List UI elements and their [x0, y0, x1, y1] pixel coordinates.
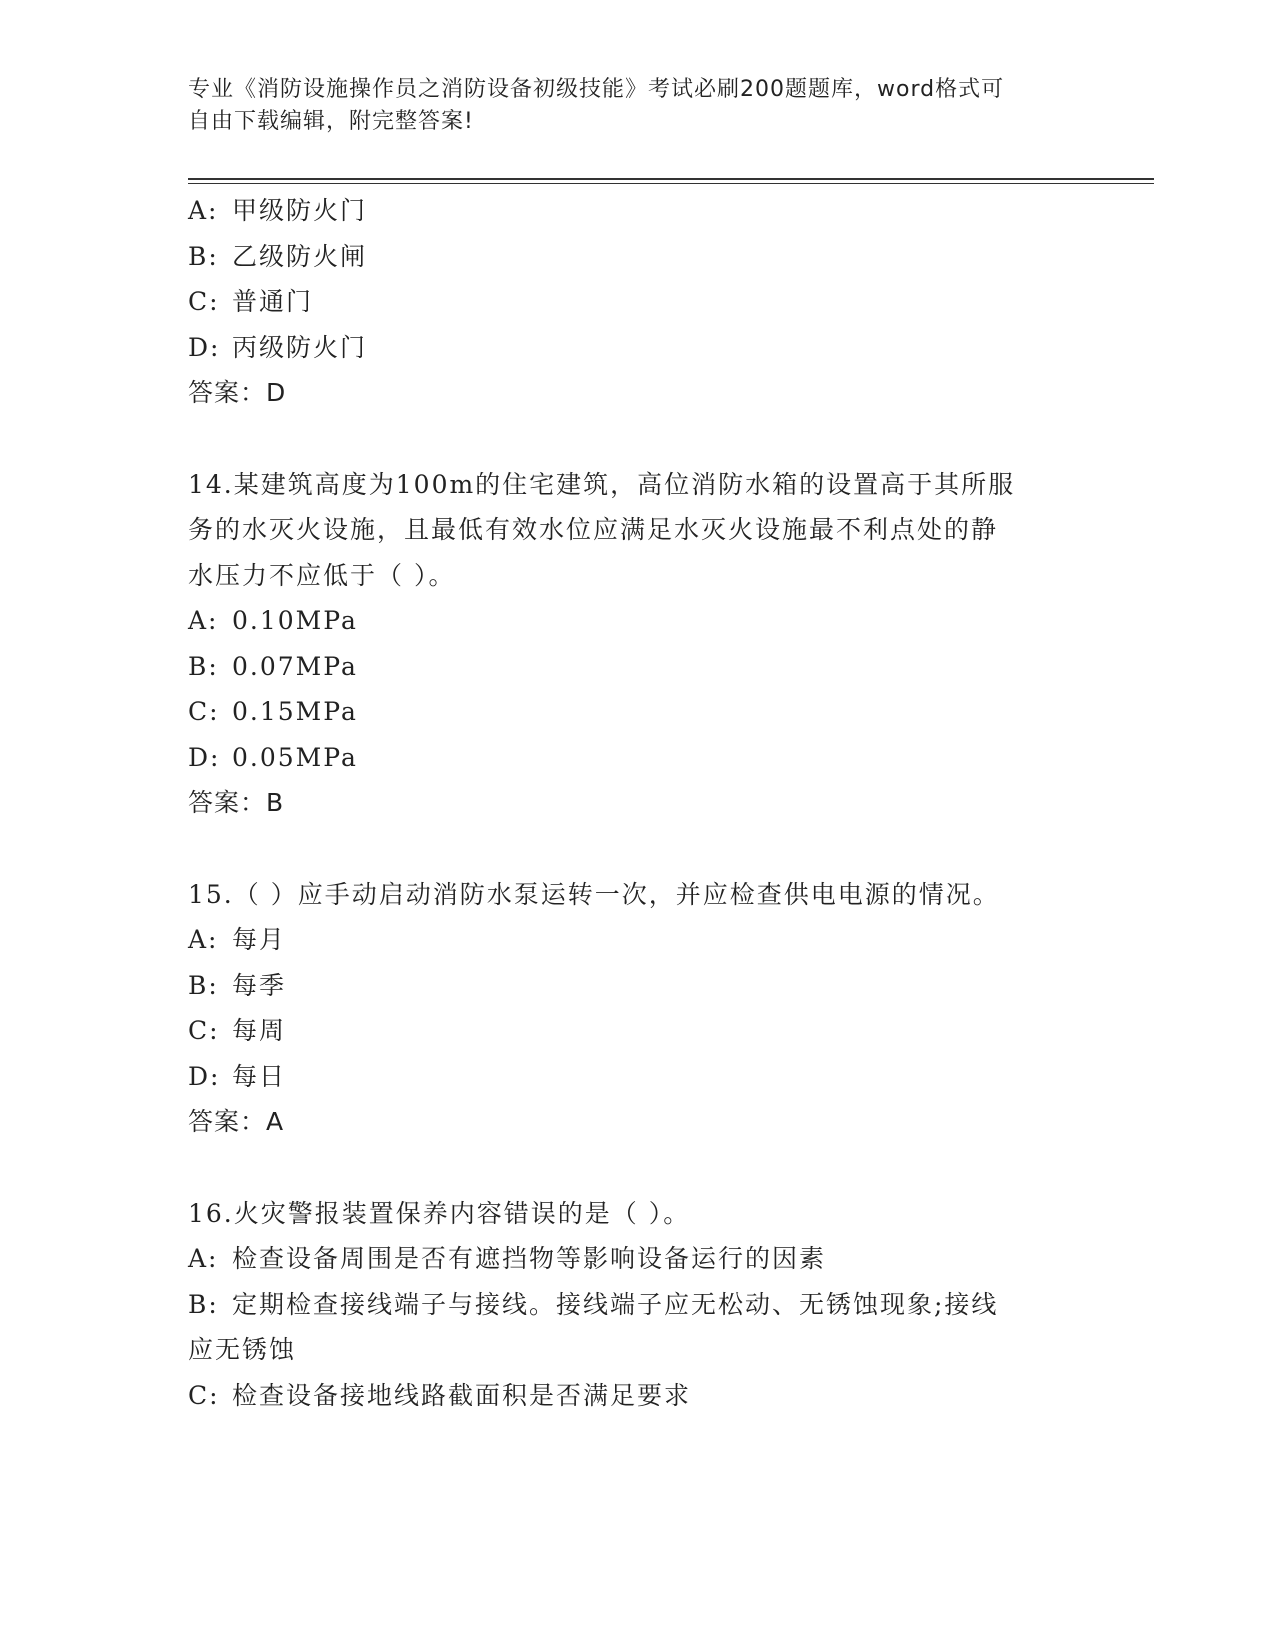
header-rule-thin [188, 183, 1154, 184]
option-key: C: [188, 1016, 220, 1045]
header-line-2: 自由下载编辑，附完整答案! [188, 109, 474, 134]
option-c [188, 279, 1088, 325]
option-text: 乙级防火闸 [232, 241, 368, 271]
option-key: A: [188, 196, 219, 225]
option-key: D: [188, 742, 221, 772]
option-a [188, 598, 1088, 644]
option-key: C: [188, 697, 220, 726]
option-a [188, 1236, 1088, 1282]
option-key: C: [188, 1380, 220, 1410]
question-stem-line: 水压力不应低于（ ）。 [188, 560, 456, 590]
option-key: B: [188, 651, 219, 681]
option-text: 0.07MPa [232, 651, 358, 681]
header-line-1: 专业《消防设施操作员之消防设备初级技能》考试必刷200题题库，word格式可 [188, 77, 1005, 102]
option-key: D: [188, 1061, 221, 1091]
option-c [188, 1008, 1088, 1054]
option-b [188, 1282, 1088, 1328]
option-a [188, 917, 1088, 963]
option-text: 每周 [232, 1016, 287, 1045]
answer-line: 答案：A [188, 1107, 285, 1136]
question-15 [188, 872, 1088, 1145]
option-key: B: [188, 1289, 219, 1319]
option-b [188, 234, 1088, 280]
option-b [188, 963, 1088, 1009]
option-c [188, 689, 1088, 735]
question-list [188, 188, 1088, 1418]
option-c [188, 1373, 1088, 1419]
option-text: 检查设备接地线路截面积是否满足要求 [232, 1380, 692, 1410]
option-key: B: [188, 970, 219, 1000]
option-text: 丙级防火门 [232, 332, 368, 362]
option-text: 普通门 [232, 287, 314, 316]
question-stem-line: 15.（ ）应手动启动消防水泵运转一次，并应检查供电电源的情况。 [188, 879, 1000, 909]
option-text: 每季 [232, 970, 287, 1000]
option-text: 检查设备周围是否有遮挡物等影响设备运行的因素 [232, 1244, 827, 1273]
question-stem-line: 16.火灾警报装置保养内容错误的是（ ）。 [188, 1198, 691, 1228]
option-b-continued [188, 1327, 1088, 1373]
option-d [188, 325, 1088, 371]
option-b [188, 644, 1088, 690]
option-text: 应无锈蚀 [188, 1335, 297, 1364]
option-text: 0.05MPa [232, 742, 358, 772]
option-text: 定期检查接线端子与接线。接线端子应无松动、无锈蚀现象;接线 [232, 1289, 999, 1319]
answer-line: 答案：D [188, 378, 287, 407]
spacer [188, 416, 1088, 462]
option-key: A: [188, 606, 219, 635]
option-a [188, 188, 1088, 234]
spacer [188, 1145, 1088, 1191]
question-13 [188, 188, 1088, 416]
option-key: B: [188, 241, 219, 271]
option-key: C: [188, 287, 220, 316]
option-key: A: [188, 925, 219, 954]
option-key: D: [188, 332, 221, 362]
option-text: 每月 [232, 925, 287, 954]
spacer [188, 826, 1088, 872]
question-stem-line: 14.某建筑高度为100m的住宅建筑，高位消防水箱的设置高于其所服 [188, 469, 1016, 499]
answer-line: 答案：B [188, 788, 285, 817]
header-rule-thick [188, 178, 1154, 180]
option-text: 0.15MPa [232, 697, 358, 726]
option-key: A: [188, 1244, 219, 1273]
question-stem-line: 务的水灭火设施，且最低有效水位应满足水灭火设施最不利点处的静 [188, 515, 999, 544]
page-header [188, 74, 1068, 138]
question-14 [188, 462, 1088, 826]
option-text: 0.10MPa [232, 606, 358, 635]
option-d [188, 1054, 1088, 1100]
option-text: 每日 [232, 1061, 287, 1091]
option-d [188, 735, 1088, 781]
question-16 [188, 1191, 1088, 1419]
option-text: 甲级防火门 [232, 196, 368, 225]
